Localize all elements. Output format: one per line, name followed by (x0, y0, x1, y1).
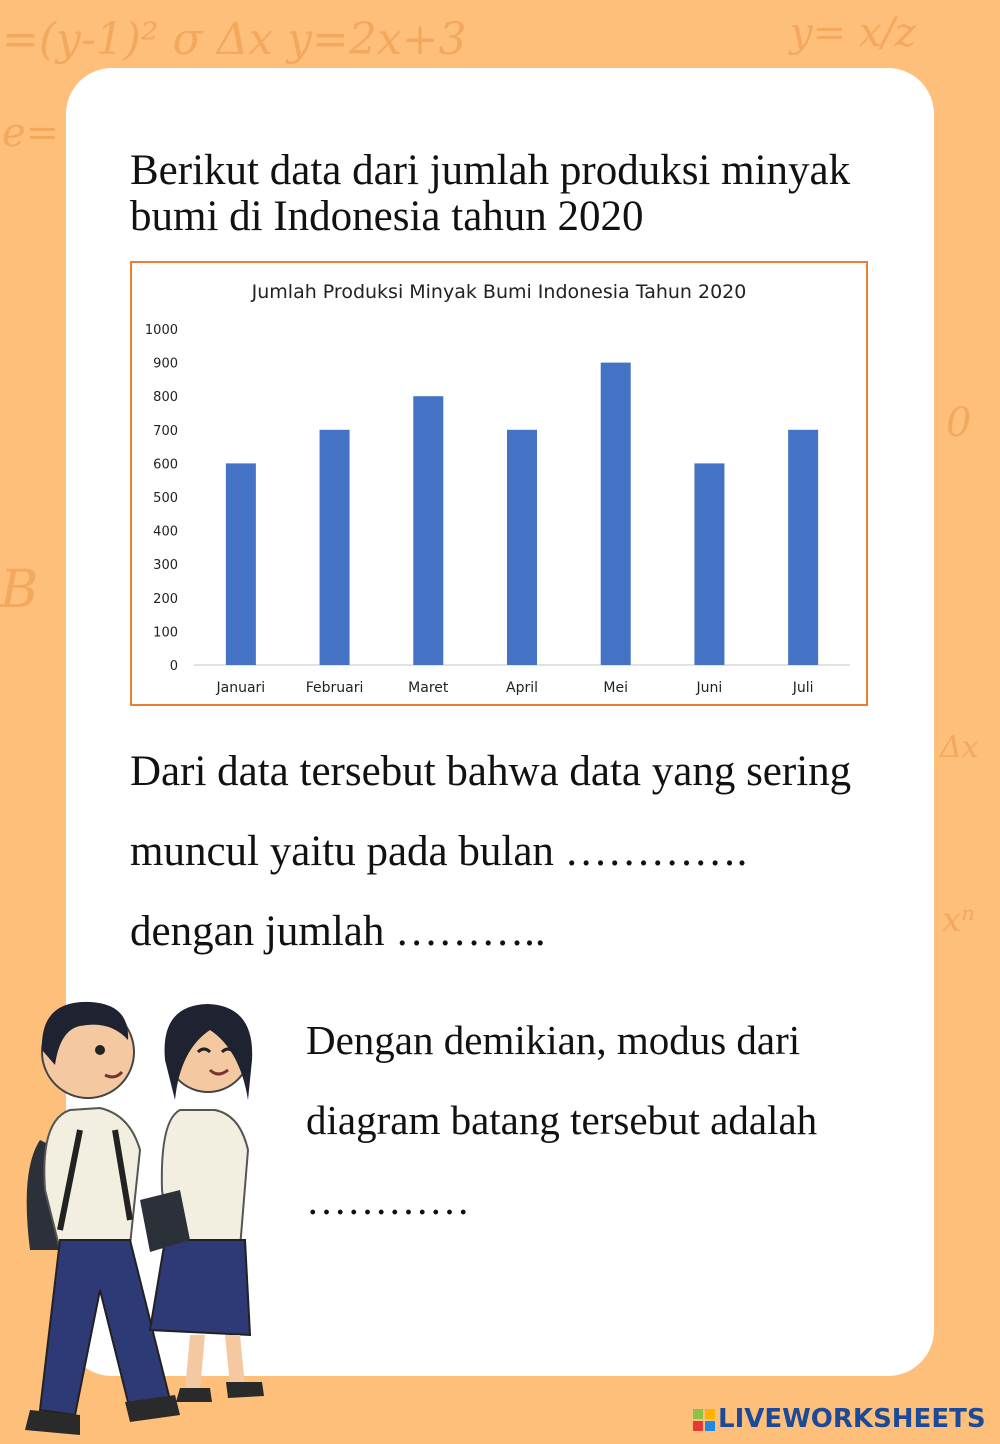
y-tick-label: 600 (153, 457, 178, 473)
chart-title: Jumlah Produksi Minyak Bumi Indonesia Tahun 2020 (251, 281, 747, 303)
bar-januari (226, 463, 256, 665)
bar-juni (694, 463, 724, 665)
question-1 (130, 732, 910, 972)
y-tick-label: 400 (153, 524, 178, 540)
y-tick-label: 100 (153, 625, 178, 641)
y-tick-label: 900 (153, 356, 178, 372)
bar-februari (320, 430, 350, 665)
bar-april (507, 430, 537, 665)
y-tick-label: 700 (153, 423, 178, 439)
doodle-formula-icon: =(y-1)² σ Δx y=2x+3 (2, 14, 467, 65)
doodle-delta-icon: Δx (940, 730, 979, 765)
y-tick-label: 500 (153, 491, 178, 506)
question-1-line-3: dengan jumlah ……….. (130, 908, 546, 955)
doodle-zero-icon: 0 (946, 400, 972, 446)
doodle-fraction-icon: y= x/z (790, 10, 916, 56)
x-tick-label: Februari (305, 680, 364, 696)
doodle-e-icon: e= (2, 110, 60, 156)
liveworksheets-icon (692, 1408, 716, 1432)
bar-maret (413, 396, 443, 665)
y-tick-label: 300 (153, 558, 178, 574)
x-tick-label: Januari (216, 680, 266, 696)
question-1-line-2: muncul yaitu pada bulan …………. (130, 828, 748, 875)
x-tick-label: Mei (603, 680, 629, 696)
x-tick-label: Juni (696, 680, 723, 696)
chart-canvas (132, 263, 866, 704)
y-tick-label: 200 (153, 591, 178, 607)
x-tick-label: Juli (792, 680, 814, 696)
question-1-line-1: Dari data tersebut bahwa data yang sering (130, 748, 852, 795)
question-2-line-1: Dengan demikian, modus dari (306, 1017, 801, 1063)
bar-juli (788, 430, 818, 665)
y-tick-label: 0 (169, 659, 178, 674)
liveworksheets-logo[interactable] (692, 1404, 986, 1434)
y-tick-label: 800 (153, 390, 178, 406)
question-2-line-3: ………… (306, 1177, 470, 1223)
intro-text: Berikut data dari jumlah produksi minyak bumi di Indonesia tahun 2020 (130, 147, 851, 240)
doodle-3-icon: B (0, 560, 39, 620)
x-tick-label: Maret (408, 680, 449, 696)
students-illustration (0, 990, 310, 1444)
y-tick-label: 1000 (144, 323, 178, 338)
bar-mei (601, 363, 631, 665)
doodle-xn-icon: xⁿ (942, 900, 975, 940)
question-2 (306, 1000, 906, 1240)
bar-chart (130, 261, 868, 706)
question-2-line-2: diagram batang tersebut adalah (306, 1097, 818, 1143)
x-tick-label: April (506, 680, 538, 696)
girl-figure (140, 1004, 264, 1402)
brand-name: LIVEWORKSHEETS (718, 1404, 986, 1434)
